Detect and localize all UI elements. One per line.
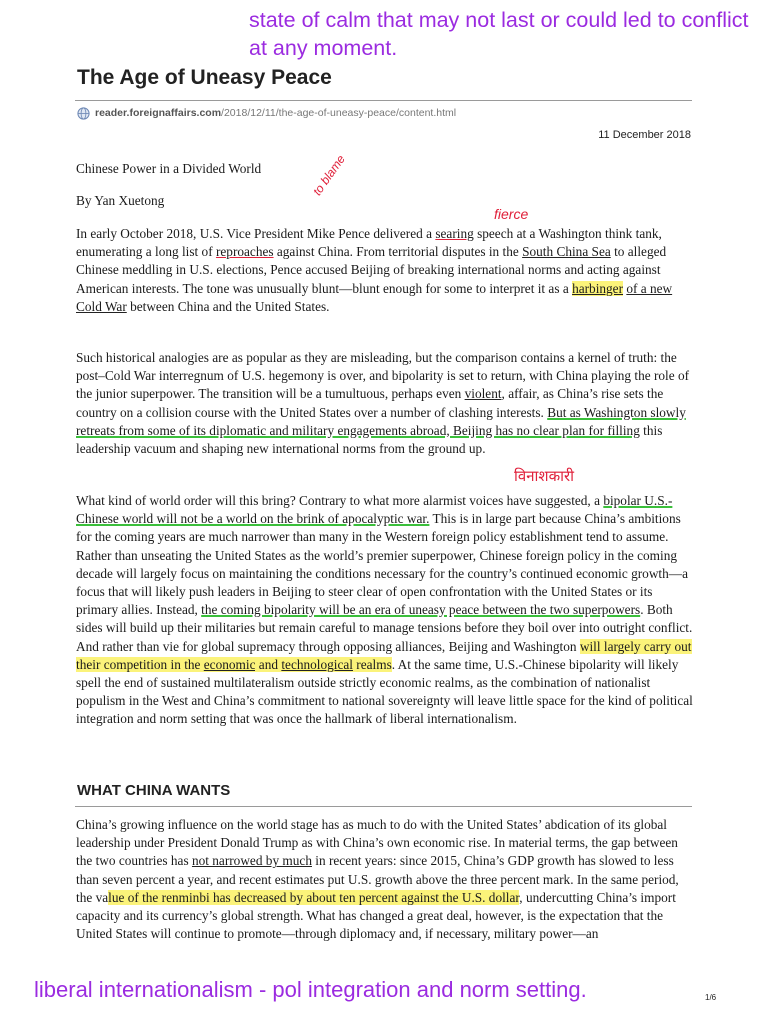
text-segment: What kind of world order will this bring? Contrary to what more alarmist voices have suggested, a [76, 493, 604, 508]
article-byline: By Yan Xuetong [76, 193, 165, 208]
text-segment: This is in large part because China’s ambitions for the coming years are much narrower than many in the Western foreign policy establishment tend to assume. Rather than unseating the United States as the world’s premier superpower, Chinese foreign policy in the coming decade will largely focus on maintaining the conditions necessary for the country’s continued economic growth—a focus that will likely push leaders in Beijing to steer clear of open confrontation with the United States or its primary allies. Instead, [76, 511, 688, 618]
text-segment: . At the same time, U.S.-Chinese bipolarity will likely spell the end of sustained multilateralism outside strictly economic realms, as the combination of nationalist populism in the West and China’s commitment to national sovereignty will leave little space for the kind of political integration and norm setting that was once the hallmark of liberal internationalism. [76, 656, 693, 727]
url-path[interactable]: /2018/12/11/the-age-of-uneasy-peace/content.html [221, 107, 457, 119]
article-subtitle: Chinese Power in a Divided World [76, 161, 262, 176]
text-segment: China’s growing influence on the world stage has as much to do with the United States’ abdication of its global leadership under President Donald Trump as with China’s own economic rise. In material terms, the gap between the two countries has [76, 817, 678, 869]
annotation-bottom-note: liberal internationalism - pol integration and norm setting. [34, 977, 587, 1002]
green-underline-washington-retreat: But as Washington slowly retreats from some of its diplomatic and military engagements abroad, Beijing has no clear plan for filling [76, 404, 686, 438]
text-segment: . Both sides will build up their militaries but remain careful to manage tensions before they boil over into outright conflict. And rather than vie for global supremacy through opposing alliances, Beijing and Washington [76, 602, 693, 654]
handwritten-note-blame: to blame [310, 152, 348, 199]
text-segment: this leadership vacuum and shaping new international norms from the ground up. [76, 422, 663, 457]
text-segment: Such historical analogies are as popular as they are misleading, but the comparison contains a kernel of truth: the post–Cold War interregnum of U.S. hegemony is over, and bipolarity is set to return, with China playing the role of the junior superpower. The transition will be a tumultuous, perhaps even [76, 350, 690, 402]
text-segment: in recent years: since 2015, China’s GDP growth has slowed to less than seven percent a year, and recent estimates put U.S. growth above the three percent mark. In the same period, the va [76, 853, 679, 905]
underlined-cold-war: of a new Cold War [76, 280, 673, 314]
source-url[interactable] [77, 106, 456, 120]
article-date: 11 December 2018 [598, 129, 691, 141]
text-segment: , undercutting China’s import capacity and its currency’s global strength. What has changed a great deal, however, is the expectation that the United States will continue to promote—through diplomacy and, if necessary, military power—an [76, 889, 676, 942]
underlined-searing: searing [435, 226, 474, 241]
highlight-technological: technological [281, 656, 353, 672]
text-segment: against China. From territorial disputes in the [273, 244, 523, 260]
text-segment: to alleged Chinese meddling in U.S. elections, Pence accused Beijing of breaking international norms and acting against American interests. The tone was unusually blunt—blunt enough for some to interpret it as a [76, 244, 667, 296]
paragraph-3 [76, 492, 694, 729]
url-domain[interactable]: reader.foreignaffairs.com [95, 107, 222, 119]
paragraph-2 [76, 349, 694, 458]
green-underline-bipolar-world: bipolar U.S.-Chinese world will not be a world on the brink of apocalyptic war. [76, 493, 673, 527]
paragraph-4 [76, 816, 694, 943]
paragraph-1 [76, 225, 694, 316]
section-divider [75, 806, 692, 807]
text-segment: between China and the United States. [126, 298, 330, 314]
green-underline-uneasy-peace: the coming bipolarity will be an era of uneasy peace between the two superpowers [201, 602, 641, 618]
text-segment: speech at a Washington think tank, enumerating a long list of [76, 226, 662, 260]
link-south-china-sea[interactable]: South China Sea [522, 244, 611, 260]
highlight-and: and [255, 656, 282, 672]
globe-icon [77, 107, 90, 120]
text-segment: In early October 2018, U.S. Vice President Mike Pence delivered a [76, 226, 436, 241]
highlight-harbinger: harbinger [572, 280, 624, 296]
highlight-competition: will largely carry out their competition in the [76, 638, 692, 672]
title-divider [75, 100, 692, 101]
underlined-reproaches: reproaches [215, 244, 274, 260]
handwritten-note-hindi: विनाशकारी [514, 468, 575, 485]
section-heading: WHAT CHINA WANTS [77, 782, 231, 799]
annotation-top-note: state of calm that may not last or could led to conflict at any moment. [249, 8, 749, 60]
article-title: The Age of Uneasy Peace [77, 66, 332, 89]
highlight-economic: economic [203, 656, 256, 672]
underlined-violent: violent [464, 386, 502, 402]
underlined-not-narrowed: not narrowed by much [191, 853, 312, 869]
page-number: 1/6 [705, 993, 717, 1002]
handwritten-note-fierce: fierce [494, 206, 529, 222]
highlight-realms: realms [352, 656, 392, 672]
text-segment: , affair, as China’s rise sets the country on a collision course with the United States over a number of clashing interests. [76, 386, 664, 420]
highlight-renminbi: lue of the renminbi has decreased by about ten percent against the U.S. dollar [108, 889, 520, 905]
